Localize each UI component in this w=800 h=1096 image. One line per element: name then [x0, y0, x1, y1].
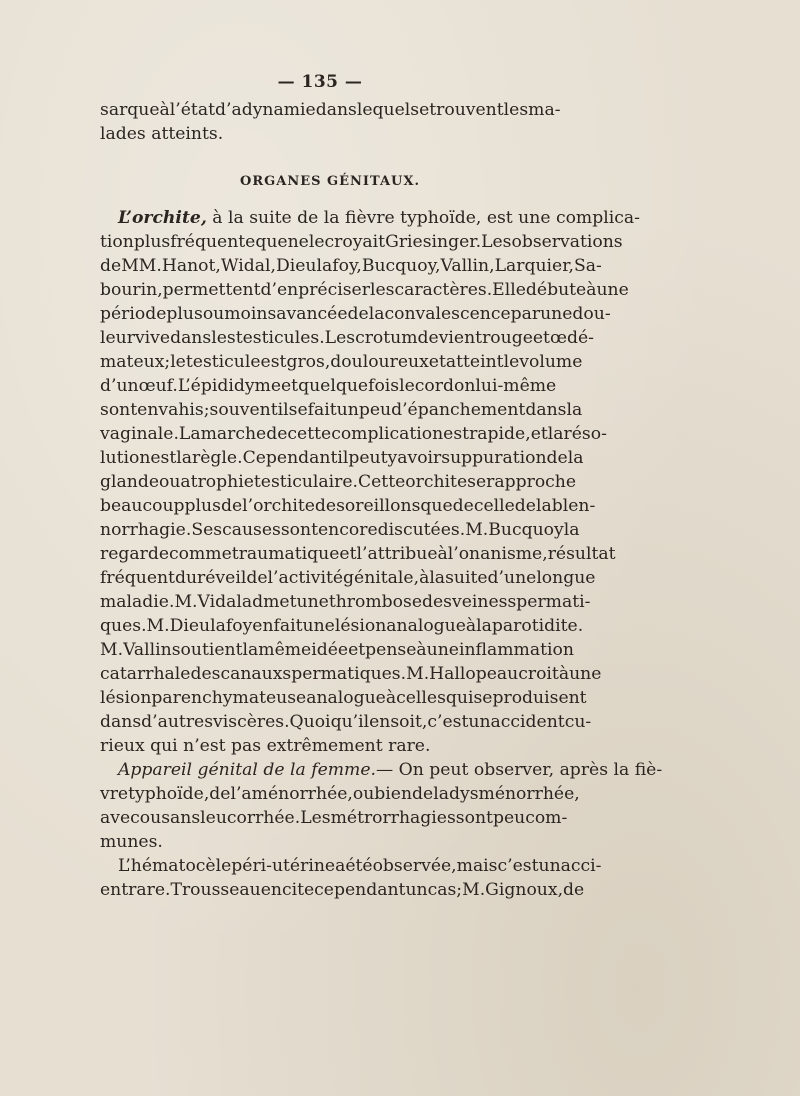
word: une	[596, 280, 629, 300]
word: Dieulafoy	[169, 616, 253, 636]
text-line	[100, 806, 568, 830]
word: se	[288, 400, 308, 420]
word: cu-	[564, 712, 592, 732]
word: une	[296, 592, 329, 612]
word: une	[540, 304, 573, 324]
word: et	[530, 424, 548, 444]
text-line	[100, 686, 587, 710]
word: et	[532, 328, 550, 348]
word: que	[255, 232, 288, 252]
word: Elle	[492, 280, 526, 300]
word: accident	[490, 712, 565, 732]
word: il	[337, 448, 349, 468]
word: réveil	[197, 568, 247, 588]
word: ou	[202, 304, 225, 324]
word: analogue	[386, 616, 466, 636]
word: se	[467, 472, 487, 492]
word: M.	[462, 880, 486, 900]
word: ent	[100, 880, 129, 900]
word: parotidite.	[491, 616, 584, 636]
word: œdé-	[549, 328, 594, 348]
word: y	[387, 448, 398, 468]
text-line	[100, 590, 591, 614]
word: Quoi	[289, 712, 331, 732]
word: cas	[427, 880, 457, 900]
word: vre	[100, 784, 129, 804]
word: l’attribue	[356, 544, 438, 564]
word: ou	[159, 472, 181, 492]
word: veines	[452, 592, 508, 612]
word: observée,	[372, 856, 457, 876]
word: ou	[352, 784, 375, 804]
word: une	[426, 640, 459, 660]
word: à	[586, 280, 597, 300]
word: plus	[166, 304, 203, 324]
word: à	[465, 616, 477, 636]
word: c’est	[427, 712, 469, 732]
word: préciser	[298, 280, 370, 300]
word: et	[348, 640, 366, 660]
word: Vidal	[197, 592, 242, 612]
word: d’une	[487, 568, 537, 588]
word: rare.	[128, 880, 171, 900]
word: réso-	[563, 424, 607, 444]
word: le	[503, 352, 520, 372]
word: ou	[139, 808, 162, 828]
word: des	[422, 592, 452, 612]
word: acci-	[560, 856, 602, 876]
word: spermatiques.	[282, 664, 407, 684]
word: vive	[134, 328, 171, 348]
word: une	[302, 616, 335, 636]
word: une	[569, 664, 602, 684]
word: regarde	[100, 544, 170, 564]
paragraph-lead: Appareil génital de la femme.	[118, 760, 376, 780]
text-run: — On peut observer, après la fiè-	[375, 760, 663, 780]
word: oreillons	[344, 496, 421, 516]
text-line	[100, 494, 596, 518]
word: orchite	[405, 472, 468, 492]
word: la	[176, 448, 193, 468]
word: ;	[203, 400, 210, 420]
word: péri-utérine	[231, 856, 336, 876]
word: produisent	[492, 688, 587, 708]
word: les	[369, 280, 395, 300]
word: beaucoup	[100, 496, 185, 516]
word: dans	[525, 400, 567, 420]
word: thrombose	[328, 592, 422, 612]
word: viscères.	[213, 712, 290, 732]
word: avec	[100, 808, 140, 828]
word: sont	[100, 400, 138, 420]
word: fait	[307, 400, 337, 420]
word: des	[314, 496, 345, 516]
word: M.	[465, 520, 489, 540]
word: atteint	[445, 352, 504, 372]
word: L’hématocèle	[118, 856, 232, 876]
section-heading: ORGANES GÉNITAUX.	[240, 174, 420, 189]
word: gros,	[286, 352, 331, 372]
word: admet	[241, 592, 297, 612]
word: maladie.	[100, 592, 175, 612]
word: causes	[222, 520, 281, 540]
paragraph-lead: L’orchite,	[118, 208, 207, 228]
word: atrophie	[180, 472, 254, 492]
word: des	[190, 664, 221, 684]
word: un	[468, 712, 491, 732]
word: période	[100, 304, 167, 324]
word: à	[159, 100, 170, 120]
word: soutient	[171, 640, 243, 660]
word: peu	[358, 400, 392, 420]
text-line: lades atteints.	[100, 124, 224, 144]
word: M.	[406, 664, 430, 684]
word: Cette	[357, 472, 406, 492]
word: discutées.	[377, 520, 466, 540]
word: complication	[331, 424, 444, 444]
word: et	[281, 376, 299, 396]
word: la	[433, 784, 449, 804]
word: le	[308, 232, 325, 252]
word: idée	[311, 640, 349, 660]
word: permettent	[162, 280, 261, 300]
word: Dieulafoy,	[275, 256, 362, 276]
word: d’adynamie	[214, 100, 316, 120]
word: M.	[100, 640, 124, 660]
word: de	[546, 448, 568, 468]
word: convalescence	[384, 304, 511, 324]
word: de	[266, 424, 288, 444]
word: Vallin,	[440, 256, 495, 276]
word: un	[405, 880, 428, 900]
text-line	[100, 854, 602, 878]
word: de	[209, 784, 231, 804]
word: le	[399, 376, 415, 396]
word: M.	[174, 592, 198, 612]
word: Trousseau	[170, 880, 261, 900]
word: dans	[100, 712, 142, 732]
word: envahis	[137, 400, 204, 420]
word: comme	[169, 544, 232, 564]
word: souvent	[209, 400, 278, 420]
word: la	[368, 304, 385, 324]
word: à	[558, 664, 570, 684]
word: du	[174, 568, 198, 588]
word: a	[335, 856, 346, 876]
word: de	[220, 496, 243, 516]
word: œuf.	[138, 376, 178, 396]
word: sans	[161, 808, 201, 828]
word: Griesinger.	[385, 232, 482, 252]
word: il	[277, 400, 289, 420]
word: l’onanisme,	[447, 544, 548, 564]
word: parenchymateuse	[151, 688, 307, 708]
text-line	[100, 278, 629, 302]
word: à	[416, 640, 427, 660]
word: cordon	[414, 376, 476, 396]
text-line	[100, 422, 607, 446]
word: la	[547, 424, 564, 444]
word: ques.	[100, 616, 147, 636]
text-line	[100, 758, 663, 782]
word: scrotum	[346, 328, 418, 348]
word: en	[260, 880, 282, 900]
word: Gignoux,	[485, 880, 564, 900]
text-line	[100, 470, 577, 494]
word: d’épanchement	[391, 400, 526, 420]
word: testicules.	[235, 328, 325, 348]
word: de	[412, 784, 434, 804]
word: la	[567, 448, 584, 468]
word: peu	[492, 808, 526, 828]
text-line	[100, 710, 592, 734]
text-line	[100, 446, 584, 470]
word: les	[211, 328, 236, 348]
word: bien	[374, 784, 413, 804]
word: La	[178, 424, 201, 444]
word: dans	[315, 100, 357, 120]
word: glande	[100, 472, 159, 492]
word: à	[385, 688, 397, 708]
word: lution	[100, 448, 151, 468]
word: devient	[417, 328, 483, 348]
word: cite	[281, 880, 315, 900]
word: catarrhale	[100, 664, 191, 684]
word: ;	[456, 880, 463, 900]
word: d’un	[100, 376, 139, 396]
text-line	[100, 398, 583, 422]
word: peut	[348, 448, 388, 468]
body-text	[100, 98, 663, 902]
word: douloureux	[330, 352, 429, 372]
word: suppuration	[441, 448, 547, 468]
word: L’épididyme	[177, 376, 281, 396]
word: leucorrhée.	[200, 808, 301, 828]
word: en	[252, 616, 274, 636]
word: génitale,	[343, 568, 420, 588]
word: c’est	[497, 856, 539, 876]
word: débute	[525, 280, 587, 300]
word: sont	[280, 520, 319, 540]
word: vaginale.	[100, 424, 179, 444]
word: cette	[287, 424, 332, 444]
word: à	[419, 568, 430, 588]
word: rapproche	[486, 472, 577, 492]
word: la	[476, 616, 492, 636]
word: MM.	[121, 256, 162, 276]
page-number: — 135 —	[277, 72, 363, 92]
word: quelquefois	[298, 376, 400, 396]
word: Bucquoy,	[361, 256, 441, 276]
word: celles	[396, 688, 446, 708]
word: de	[100, 256, 122, 276]
word: est	[260, 352, 287, 372]
word: encore	[318, 520, 378, 540]
word: Vallin	[123, 640, 172, 660]
word: à	[437, 544, 448, 564]
text-line: munes.	[100, 832, 163, 852]
word: dysménorrhée,	[448, 784, 580, 804]
word: Larquier,	[494, 256, 575, 276]
word: traumatique	[231, 544, 340, 564]
text-line	[100, 374, 557, 398]
word: blen-	[551, 496, 596, 516]
word: ma-	[528, 100, 561, 120]
word: testicule	[185, 352, 261, 372]
word: canaux	[220, 664, 283, 684]
word: Les	[300, 808, 331, 828]
word: qu’il	[330, 712, 370, 732]
word: de	[246, 568, 268, 588]
word: analogue	[306, 688, 386, 708]
word: norrhagie.	[100, 520, 192, 540]
word: la	[563, 520, 580, 540]
text-line	[100, 98, 561, 122]
text-line	[100, 254, 602, 278]
word: l’activité	[267, 568, 344, 588]
word: mais	[456, 856, 498, 876]
text-line	[100, 878, 585, 902]
word: Hallopeau	[429, 664, 519, 684]
word: sarque	[100, 100, 160, 120]
word: leur	[100, 328, 135, 348]
word: Sa-	[574, 256, 602, 276]
text-line	[100, 638, 574, 662]
word: que	[420, 496, 453, 516]
text-line	[100, 614, 584, 638]
word: avancée	[276, 304, 348, 324]
word: lequel	[356, 100, 411, 120]
word: de	[347, 304, 369, 324]
word: observations	[511, 232, 623, 252]
word: se	[410, 100, 430, 120]
word: été	[345, 856, 373, 876]
word: caractères.	[394, 280, 493, 300]
word: M.	[146, 616, 170, 636]
word: est	[443, 424, 470, 444]
word: rouge	[482, 328, 533, 348]
word: Hanot,	[161, 256, 221, 276]
word: d’en	[260, 280, 299, 300]
text-line	[100, 782, 580, 806]
word: lésion	[334, 616, 387, 636]
word: plus	[133, 232, 171, 252]
word: cependant	[314, 880, 406, 900]
word: par	[510, 304, 541, 324]
text-line	[100, 350, 583, 374]
word: suite	[445, 568, 488, 588]
word: rapide,	[469, 424, 531, 444]
word: l’aménorrhée,	[230, 784, 353, 804]
word: dans	[170, 328, 212, 348]
word: de	[563, 880, 585, 900]
word: et	[428, 352, 446, 372]
word: avoir	[397, 448, 442, 468]
word: testiculaire.	[253, 472, 358, 492]
word: l’état	[169, 100, 215, 120]
word: inflammation	[458, 640, 574, 660]
text-run: à la suite de la fièvre typhoïde, est une complica-	[206, 208, 640, 228]
word: de	[452, 496, 474, 516]
word: la	[242, 640, 259, 660]
word: ;	[164, 352, 171, 372]
text-line	[100, 326, 594, 350]
word: Le	[324, 328, 347, 348]
word: pense	[365, 640, 417, 660]
word: sont	[455, 808, 493, 828]
text-line	[100, 206, 640, 230]
word: com-	[525, 808, 568, 828]
word: Les	[481, 232, 512, 252]
word: la	[535, 496, 552, 516]
text-line	[100, 542, 616, 566]
word: se	[473, 688, 493, 708]
word: trouvent	[429, 100, 504, 120]
word: règle.	[192, 448, 243, 468]
word: de	[514, 496, 536, 516]
text-line: rieux qui n’est pas extrêmement rare.	[100, 736, 431, 756]
word: fait	[273, 616, 303, 636]
word: lésion	[100, 688, 152, 708]
word: l’orchite	[242, 496, 315, 516]
word: Widal,	[220, 256, 276, 276]
word: est	[150, 448, 177, 468]
text-line	[100, 302, 611, 326]
word: dou-	[572, 304, 611, 324]
word: d’autres	[141, 712, 214, 732]
word: un	[538, 856, 561, 876]
word: ne	[287, 232, 309, 252]
word: moins	[224, 304, 277, 324]
word: la	[566, 400, 583, 420]
word: fréquente	[170, 232, 256, 252]
text-line	[100, 230, 623, 254]
word: la	[429, 568, 446, 588]
word: marche	[200, 424, 267, 444]
word: en	[369, 712, 391, 732]
word: et	[339, 544, 357, 564]
word: un	[336, 400, 359, 420]
word: soit,	[390, 712, 428, 732]
word: typhoïde,	[128, 784, 210, 804]
word: fréquent	[100, 568, 175, 588]
word: croyait	[324, 232, 386, 252]
text-line	[100, 566, 596, 590]
text-line	[100, 662, 602, 686]
word: lui-même	[475, 376, 557, 396]
word: longue	[536, 568, 596, 588]
word: les	[503, 100, 529, 120]
word: le	[170, 352, 186, 372]
word: plus	[184, 496, 221, 516]
word: qui	[445, 688, 474, 708]
word: mateux	[100, 352, 165, 372]
text-line	[100, 518, 580, 542]
word: même	[258, 640, 312, 660]
word: celle	[473, 496, 515, 516]
word: résultat	[547, 544, 616, 564]
word: métrorrhagies	[330, 808, 456, 828]
word: spermati-	[507, 592, 591, 612]
word: volume	[519, 352, 583, 372]
word: Cependant	[242, 448, 338, 468]
word: croit	[518, 664, 559, 684]
word: Bucquoy	[488, 520, 564, 540]
word: tion	[100, 232, 134, 252]
word: bourin,	[100, 280, 163, 300]
word: Ses	[191, 520, 223, 540]
